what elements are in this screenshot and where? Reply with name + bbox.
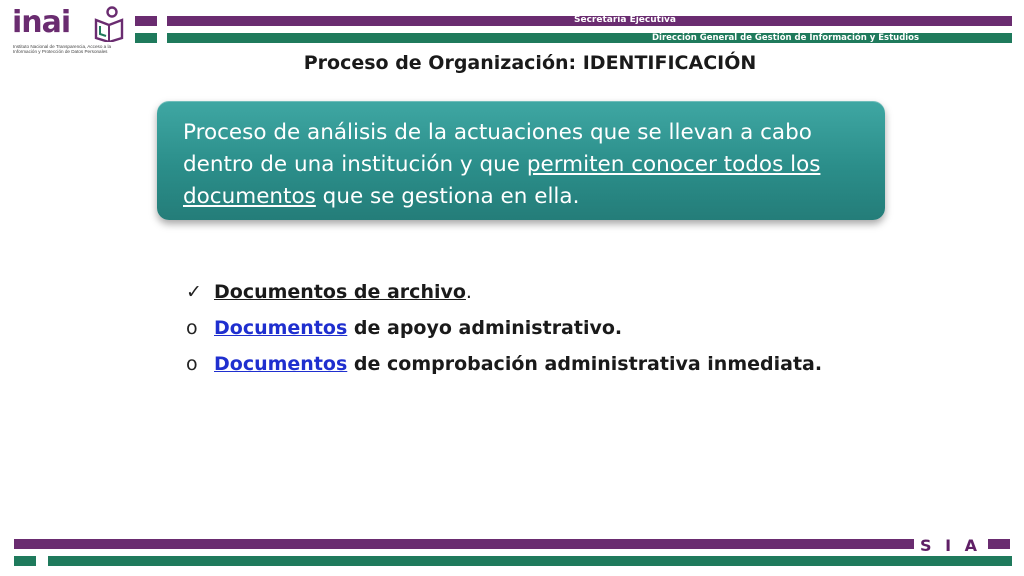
footer-sia-label: S I A bbox=[920, 536, 981, 555]
list-item bbox=[186, 353, 822, 389]
definition-part1: Proceso de análisis de la actuaciones que se llevan a cabo dentro de una institución y que bbox=[183, 120, 812, 177]
footer-green-bar bbox=[48, 556, 1012, 566]
list-item-rest: de comprobación administrativa inmediata. bbox=[347, 353, 823, 375]
book-person-icon bbox=[92, 6, 126, 42]
header-secretaria: Secretaría Ejecutiva bbox=[574, 15, 676, 25]
list-item bbox=[186, 317, 822, 353]
logo-subtitle: Instituto Nacional de Transparencia, Acceso a la Información y Protección de Datos Personales bbox=[13, 44, 112, 55]
definition-callout bbox=[157, 101, 885, 220]
list-item-label: Documentos de archivo bbox=[214, 281, 466, 303]
definition-text bbox=[183, 117, 883, 213]
footer-purple-square bbox=[988, 539, 1010, 549]
list-item-rest: . bbox=[465, 281, 472, 303]
document-type-list bbox=[186, 281, 822, 389]
definition-end: . bbox=[572, 184, 580, 209]
logo-wordmark: inai bbox=[12, 5, 71, 40]
list-item-rest: de apoyo administrativo. bbox=[347, 317, 623, 339]
list-item bbox=[186, 281, 822, 317]
documentos-link[interactable]: Documentos bbox=[214, 353, 348, 375]
footer-green-square bbox=[14, 556, 36, 566]
checkmark-icon: ✓ bbox=[186, 281, 202, 303]
circle-bullet-icon: o bbox=[186, 317, 198, 339]
header-green-square bbox=[135, 33, 157, 43]
definition-underlined: permiten conocer todos los documentos bbox=[183, 152, 821, 209]
page-title: Proceso de Organización: IDENTIFICACIÓN bbox=[303, 52, 757, 74]
footer-purple-bar bbox=[14, 539, 914, 549]
definition-part2: que se gestiona en ella bbox=[315, 184, 573, 209]
header-purple-square bbox=[135, 16, 157, 26]
circle-bullet-icon: o bbox=[186, 353, 198, 375]
documentos-link[interactable]: Documentos bbox=[214, 317, 348, 339]
header-direccion: Dirección General de Gestión de Información y Estudios bbox=[652, 33, 920, 43]
